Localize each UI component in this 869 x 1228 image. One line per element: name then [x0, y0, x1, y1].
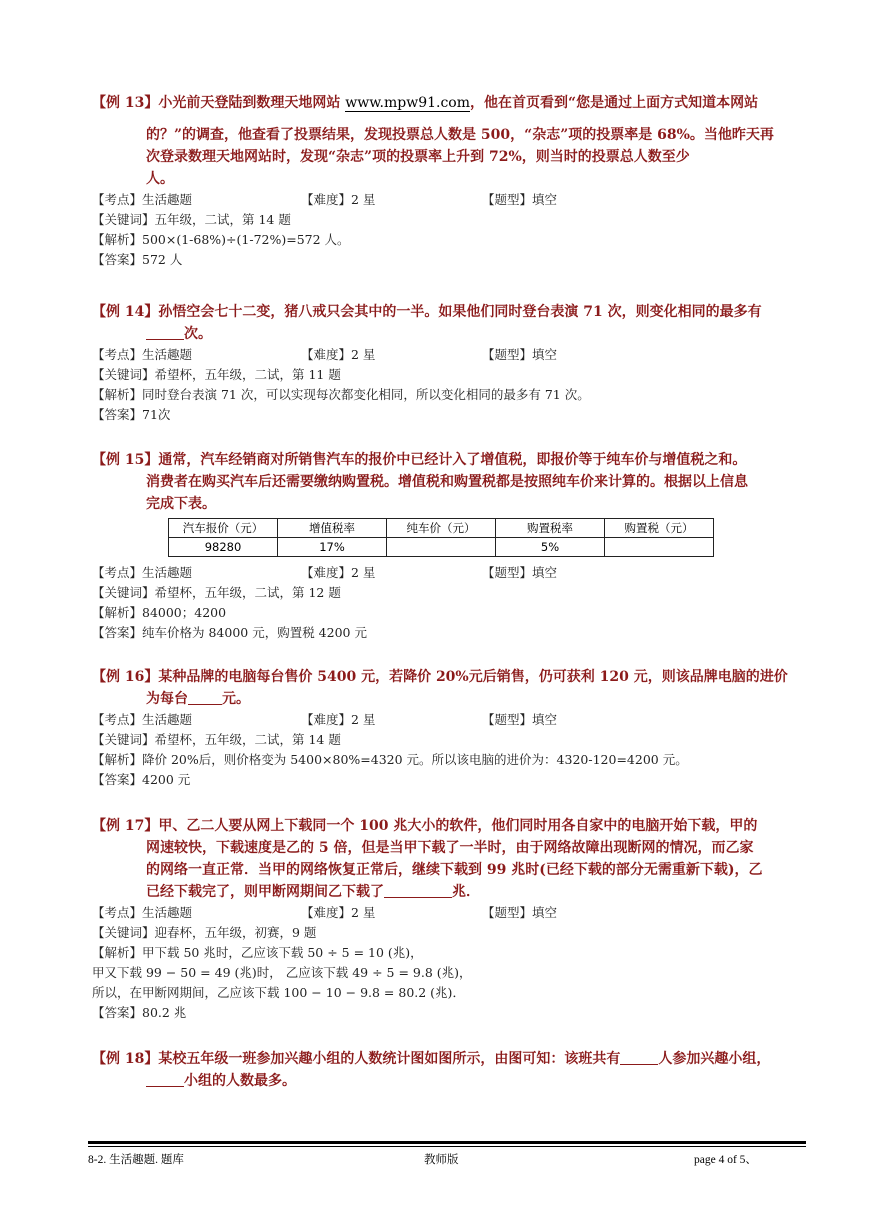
ex17-analysis-line2: 甲又下载 99 − 50 = 49 (兆)时， 乙应该下载 49 ÷ 5 = 9.8 (兆)， — [92, 965, 472, 980]
ex17-nandu: 【难度】2 星 — [301, 905, 376, 920]
footer-page-number: page 4 of 5、 — [694, 1154, 757, 1166]
ex15-tixing: 【题型】填空 — [482, 565, 558, 580]
ex17-question-line1: 【例 17】甲、乙二人要从网上下载同一个 100 兆大小的软件，他们同时用各自家中的电脑开始下载，甲的 — [92, 818, 758, 834]
ex17-keywords: 【关键词】迎春杯，五年级，初赛，9 题 — [92, 925, 317, 940]
footer-divider-thin — [88, 1146, 806, 1147]
table-header-cell: 购置税（元） — [605, 519, 714, 538]
ex17-answer: 【答案】80.2 兆 — [92, 1005, 187, 1020]
ex13-answer: 【答案】572 人 — [92, 252, 183, 267]
ex17-analysis-line3: 所以，在甲断网期间，乙应该下载 100 − 10 − 9.8 = 80.2 (兆)． — [92, 985, 465, 1000]
ex14-kaodian: 【考点】生活趣题 — [92, 347, 193, 362]
ex14-question-line2: 次。 — [92, 323, 808, 345]
ex13-nandu: 【难度】2 星 — [301, 192, 376, 207]
ex17-tixing: 【题型】填空 — [482, 905, 558, 920]
ex16-answer: 【答案】4200 元 — [92, 772, 191, 787]
table-header-cell: 汽车报价（元） — [169, 519, 278, 538]
car-price-table — [168, 518, 714, 557]
ex13-tixing: 【题型】填空 — [482, 192, 558, 207]
answer-blank[interactable] — [620, 1050, 658, 1065]
ex14-keywords: 【关键词】希望杯，五年级，二试，第 11 题 — [92, 367, 341, 382]
ex16-meta — [92, 710, 808, 730]
ex15-question-line3: 完成下表。 — [146, 496, 216, 512]
ex14-tixing: 【题型】填空 — [482, 347, 558, 362]
example-13 — [92, 92, 808, 270]
ex17-question-line3: 的网络一直正常．当甲的网络恢复正常后，继续下载到 99 兆时(已经下载的部分无需重新下载)，乙 — [146, 862, 763, 878]
answer-blank[interactable] — [384, 883, 452, 898]
table-cell: 5% — [496, 538, 605, 557]
ex14-meta — [92, 345, 808, 365]
ex16-kaodian: 【考点】生活趣题 — [92, 712, 193, 727]
example-16 — [92, 666, 808, 790]
ex13-keywords: 【关键词】五年级，二试，第 14 题 — [92, 212, 291, 227]
table-header-cell: 增值税率 — [278, 519, 387, 538]
ex13-question-line4: 人。 — [146, 171, 174, 187]
ex14-question-line1: 【例 14】孙悟空会七十二变，猪八戒只会其中的一半。如果他们同时登台表演 71 次，则变化相同的最多有 — [92, 304, 762, 320]
footer-edition: 教师版 — [424, 1154, 459, 1166]
footer-course-name: 8-2. 生活趣题. 题库 — [88, 1154, 184, 1166]
ex16-analysis: 【解析】降价 20%后，则价格变为 5400×80%=4320 元。所以该电脑的进价为：4320-120=4200 元。 — [92, 752, 688, 767]
table-cell: 17% — [278, 538, 387, 557]
ex13-analysis: 【解析】500×(1-68%)÷(1-72%)=572 人。 — [92, 232, 350, 247]
ex16-question-line1: 【例 16】某种品牌的电脑每台售价 5400 元，若降价 20%元后销售，仍可获利 120 元，则该品牌电脑的进价 — [92, 669, 788, 685]
table-header-row — [169, 519, 714, 538]
ex17-analysis-line1: 【解析】甲下载 50 兆时，乙应该下载 50 ÷ 5 = 10 (兆)， — [92, 945, 423, 960]
ex17-meta — [92, 903, 808, 923]
ex14-analysis: 【解析】同时登台表演 71 次，可以实现每次都变化相同，所以变化相同的最多有 71 次。 — [92, 387, 590, 402]
footer-divider-thick — [88, 1141, 806, 1144]
answer-blank[interactable] — [146, 325, 184, 340]
example-18 — [92, 1048, 808, 1092]
ex13-meta — [92, 190, 808, 210]
answer-blank[interactable] — [146, 1072, 184, 1087]
table-row — [169, 538, 714, 557]
example-17 — [92, 815, 808, 1023]
example-15-meta — [92, 563, 808, 643]
ex15-meta — [92, 563, 808, 583]
ex16-tixing: 【题型】填空 — [482, 712, 558, 727]
ex14-answer: 【答案】71次 — [92, 407, 171, 422]
ex16-nandu: 【难度】2 星 — [301, 712, 376, 727]
ex15-nandu: 【难度】2 星 — [301, 565, 376, 580]
table-cell: 98280 — [169, 538, 278, 557]
website-link[interactable]: www.mpw91.com — [345, 95, 471, 111]
answer-blank[interactable] — [188, 690, 222, 705]
ex16-question-line2: 为每台 元。 — [146, 691, 250, 707]
ex13-question-line3: 次登录数理天地网站时，发现“杂志”项的投票率上升到 72%，则当时的投票总人数至少 — [146, 149, 690, 165]
ex15-kaodian: 【考点】生活趣题 — [92, 565, 193, 580]
ex17-kaodian: 【考点】生活趣题 — [92, 905, 193, 920]
ex15-answer: 【答案】纯车价格为 84000 元，购置税 4200 元 — [92, 625, 367, 640]
ex16-keywords: 【关键词】希望杯，五年级，二试，第 14 题 — [92, 732, 341, 747]
ex15-analysis: 【解析】84000；4200 — [92, 605, 227, 620]
table-header-cell: 购置税率 — [496, 519, 605, 538]
ex13-question-line2: 的？”的调查，他查看了投票结果，发现投票总人数是 500，“杂志”项的投票率是 68%。当他昨天再 — [146, 127, 774, 143]
table-cell-blank[interactable] — [387, 538, 496, 557]
ex18-question-line1: 【例 18】某校五年级一班参加兴趣小组的人数统计图如图所示，由图可知：该班共有 人参加兴趣小组， — [92, 1051, 771, 1067]
ex15-question-line1: 【例 15】通常，汽车经销商对所销售汽车的报价中已经计入了增值税，即报价等于纯车价与增值税之和。 — [92, 452, 747, 468]
ex17-question-line4: 已经下载完了，则甲断网期间乙下载了 兆． — [146, 884, 480, 900]
ex18-question-line2: 小组的人数最多。 — [92, 1070, 808, 1092]
example-15 — [92, 449, 808, 515]
ex13-kaodian: 【考点】生活趣题 — [92, 192, 193, 207]
ex15-question-line2: 消费者在购买汽车后还需要缴纳购置税。增值税和购置税都是按照纯车价来计算的。根据以上信息 — [146, 474, 748, 490]
ex14-nandu: 【难度】2 星 — [301, 347, 376, 362]
ex17-question-line2: 网速较快，下载速度是乙的 5 倍，但是当甲下载了一半时，由于网络故障出现断网的情况，而乙家 — [146, 840, 754, 856]
example-14 — [92, 301, 808, 425]
ex13-question-line1: 【例 13】小光前天登陆到数理天地网站 www.mpw91.com，他在首页看到“您是通过上面方式知道本网站 — [92, 95, 759, 111]
table-cell-blank[interactable] — [605, 538, 714, 557]
ex15-keywords: 【关键词】希望杯，五年级，二试，第 12 题 — [92, 585, 341, 600]
table-header-cell: 纯车价（元） — [387, 519, 496, 538]
